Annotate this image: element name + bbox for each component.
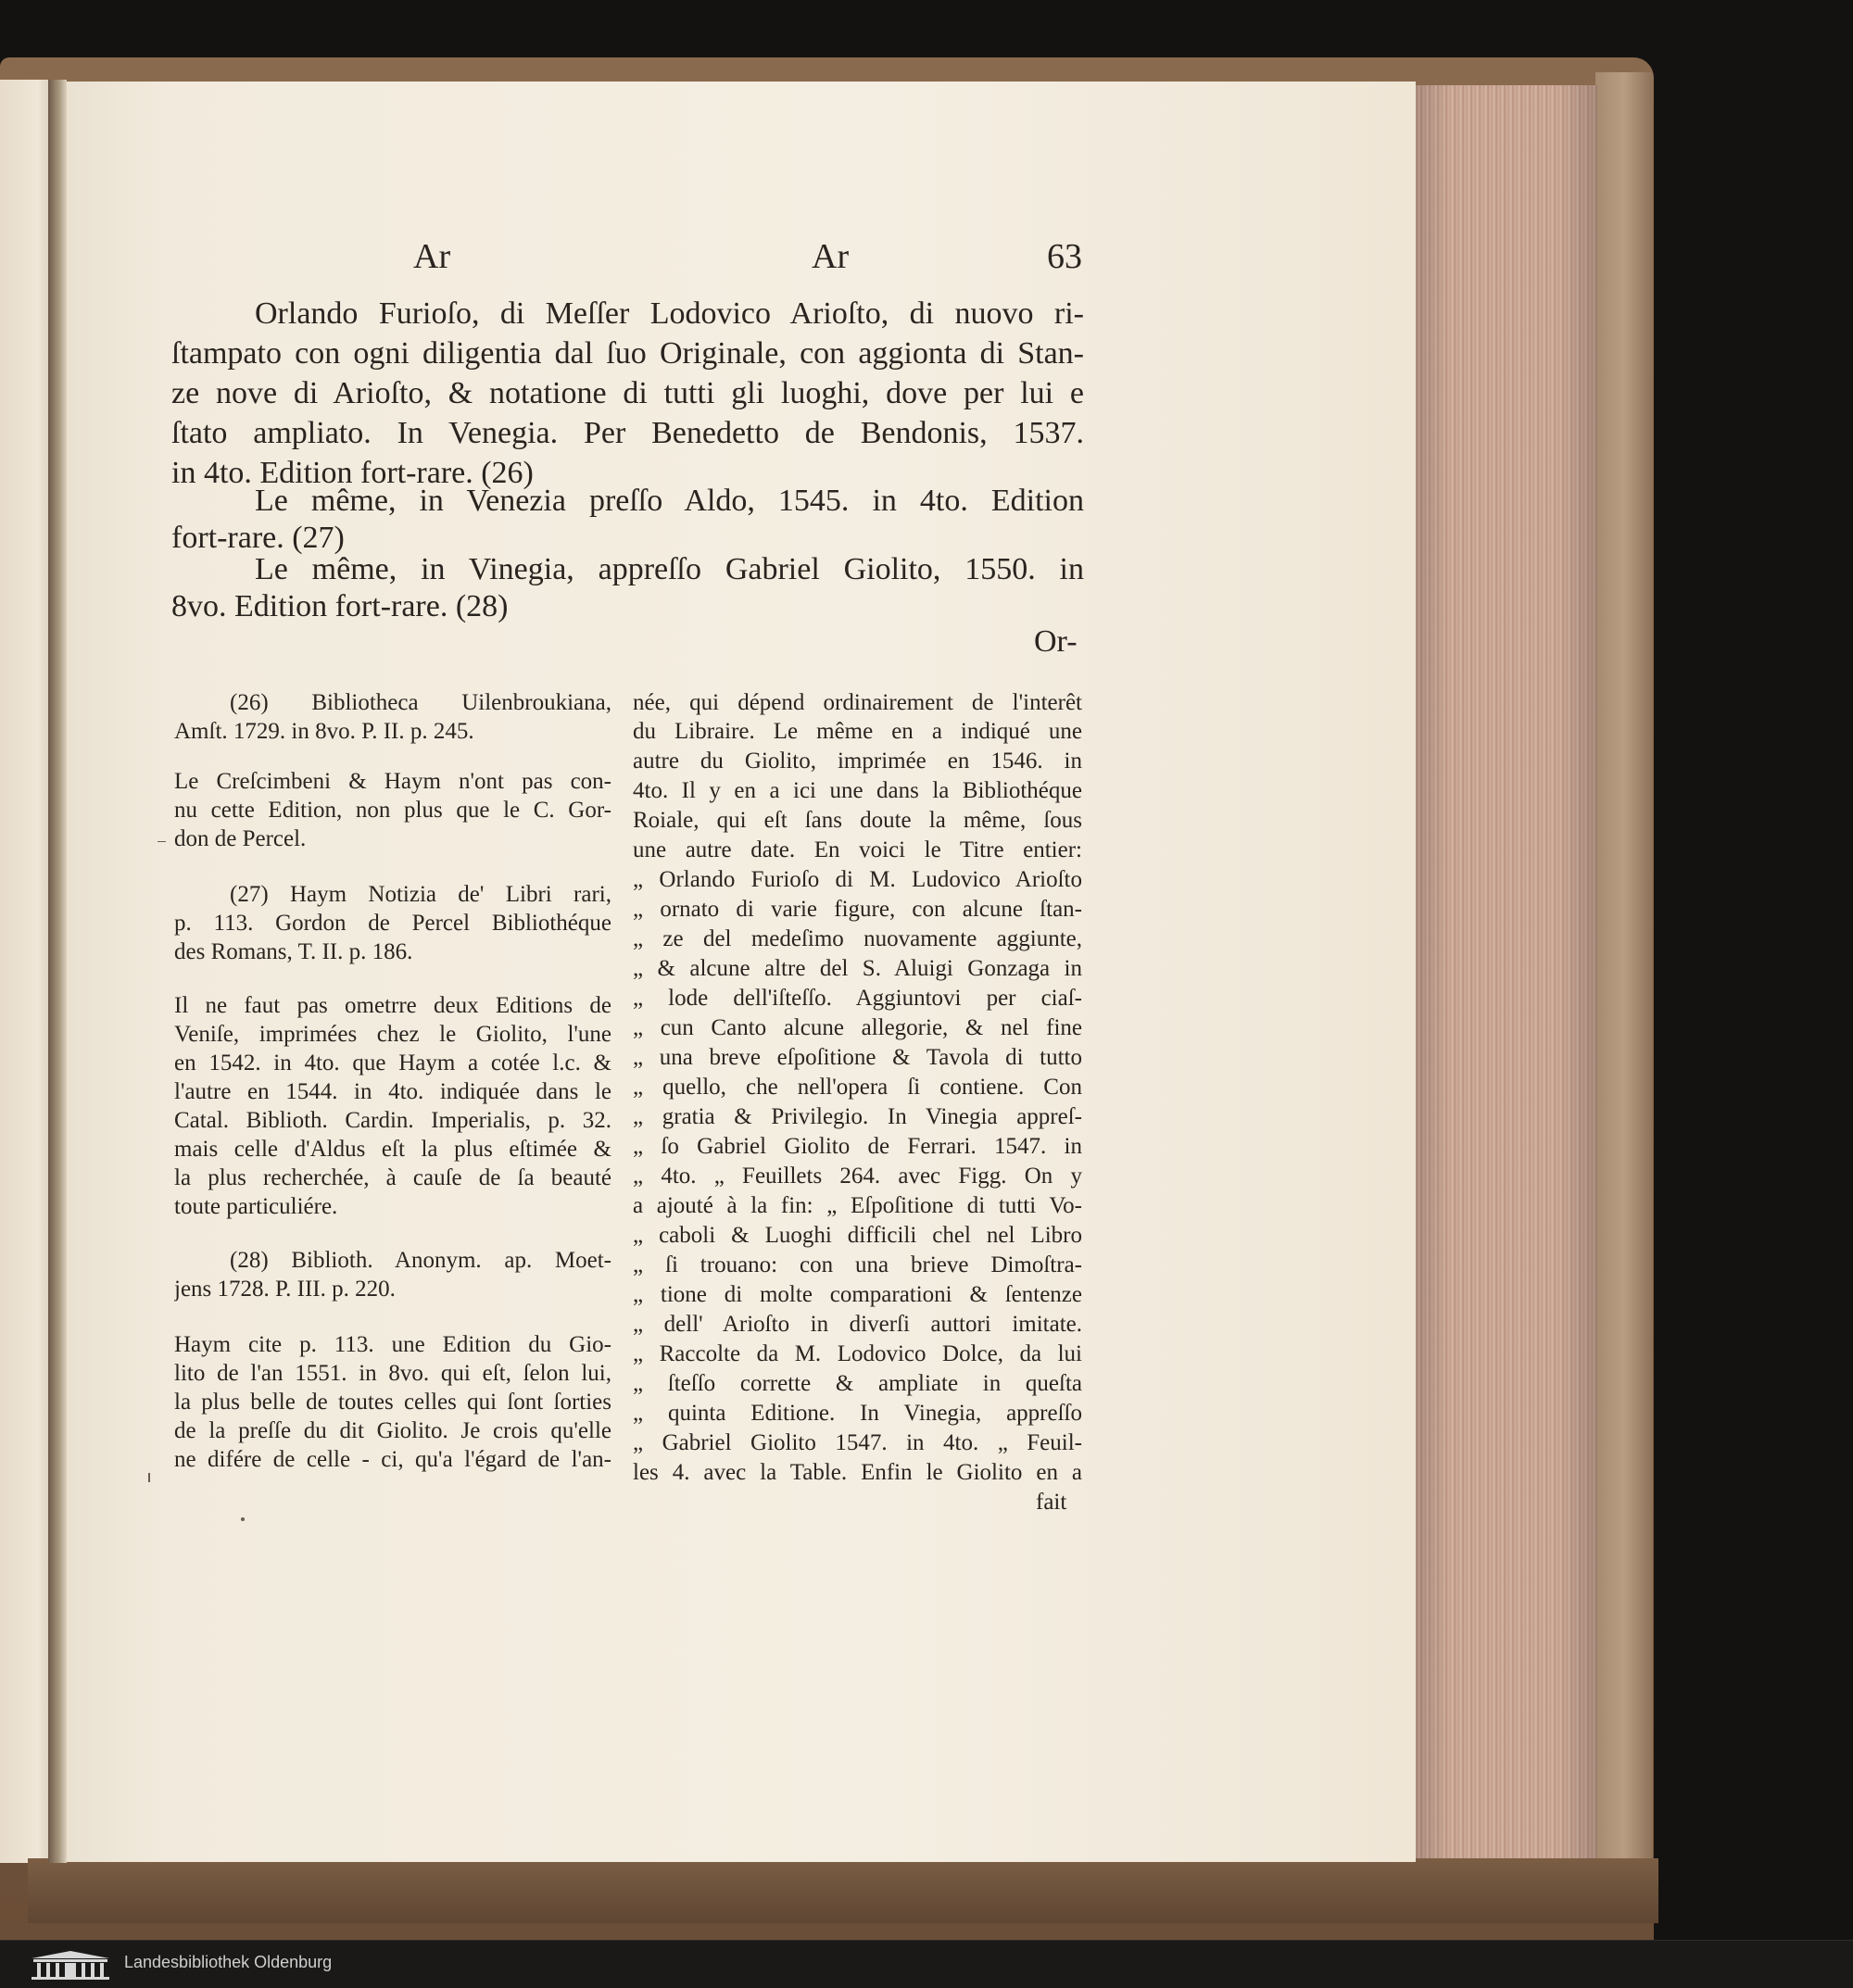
footnote-line: Le Creſcimbeni & Haym n'ont pas con-	[174, 769, 611, 794]
footnote-line: née, qui dépend ordinairement de l'interêt	[633, 690, 1082, 715]
footnote-line: „ ſi trouano: con una brieve Dimoſtra-	[633, 1252, 1082, 1277]
footnote-line: Catal. Biblioth. Cardin. Imperialis, p. 32.	[174, 1108, 611, 1133]
footnote-line: p. 113. Gordon de Percel Bibliothéque	[174, 911, 611, 936]
footnote-line: „ Raccolte da M. Lodovico Dolce, da lui	[633, 1341, 1082, 1366]
footnote-line: „ una breve eſpoſitione & Tavola di tutto	[633, 1045, 1082, 1070]
footnote-line: a ajouté à la fin: „ Eſpoſitione di tutti Vo-	[633, 1193, 1082, 1218]
footnote-line: fait	[1036, 1490, 1067, 1515]
running-head-center: Ar	[812, 237, 850, 276]
footnote-line: (26) Bibliotheca Uilenbroukiana,	[230, 690, 611, 715]
main-line: ſtampato con ogni diligentia dal ſuo Originale, con aggionta di Stan-	[171, 336, 1084, 371]
main-line: ſtato ampliato. In Venegia. Per Benedetto de Bendonis, 1537.	[171, 416, 1084, 450]
footnote-line: „ quinta Editione. In Vinegia, appreſſo	[633, 1401, 1082, 1426]
footnote-line: la plus recherchée, à cauſe de ſa beauté	[174, 1165, 611, 1190]
footnote-line: jens 1728. P. III. p. 220.	[174, 1277, 396, 1302]
footnote-line: „ ſo Gabriel Giolito de Ferrari. 1547. in	[633, 1134, 1082, 1159]
footnote-line: ne difére de celle - ci, qu'a l'égard de l'an-	[174, 1447, 611, 1472]
main-line: Orlando Furioſo, di Meſſer Lodovico Arioſto, di nuovo ri-	[255, 296, 1084, 331]
footnote-line: les 4. avec la Table. Enfin le Giolito en a	[633, 1460, 1082, 1485]
left-page-edge	[0, 80, 54, 1863]
footnote-line: don de Percel.	[174, 826, 307, 851]
footnote-line: nu cette Edition, non plus que le C. Gor-	[174, 798, 611, 823]
main-line: ze nove di Arioſto, & notatione di tutti gli luoghi, dove per lui e	[171, 376, 1084, 410]
footnote-line: „ dell' Arioſto in diverſi auttori imitate.	[633, 1312, 1082, 1337]
footnote-line: de la preſſe du dit Giolito. Je crois qu'elle	[174, 1418, 611, 1443]
library-name: Landesbibliothek Oldenburg	[124, 1953, 333, 1971]
footnote-line: „ ſteſſo corrette & ampliate in queſta	[633, 1371, 1082, 1396]
footnote-line: (27) Haym Notizia de' Libri rari,	[230, 882, 611, 907]
main-line: 8vo. Edition fort-rare. (28)	[171, 589, 509, 623]
footnote-line: en 1542. in 4to. que Haym a cotée l.c. &	[174, 1051, 611, 1076]
footnote-line: „ lode dell'iſteſſo. Aggiuntovi per ciaſ-	[633, 986, 1082, 1011]
running-head-left: Ar	[413, 237, 451, 276]
back-board	[1595, 72, 1653, 1863]
footnote-line: Il ne faut pas ometrre deux Editions de	[174, 993, 611, 1018]
footnote-line: mais celle d'Aldus eſt la plus eſtimée &	[174, 1137, 611, 1162]
footnote-line: une autre date. En voici le Titre entier:	[633, 837, 1082, 862]
footnote-line: „ tione di molte comparationi & ſentenze	[633, 1282, 1082, 1307]
main-line: in 4to. Edition fort-rare. (26)	[171, 456, 534, 490]
footnote-line: (28) Biblioth. Anonym. ap. Moet-	[230, 1248, 611, 1273]
footnote-line: la plus belle de toutes celles qui ſont ſorties	[174, 1390, 611, 1415]
footnote-line: „ quello, che nell'opera ſi contiene. Con	[633, 1075, 1082, 1100]
footnote-line: „ caboli & Luoghi difficili chel nel Libro	[633, 1223, 1082, 1248]
footnote-line: „ ornato di varie figure, con alcune ſtan-	[633, 897, 1082, 922]
footnote-line: du Libraire. Le même en a indiqué une	[633, 719, 1082, 744]
page-number: 63	[1047, 237, 1082, 276]
catchword: Or-	[1034, 624, 1078, 659]
footnote-line: des Romans, T. II. p. 186.	[174, 939, 413, 964]
footnote-line: autre du Giolito, imprimée en 1546. in	[633, 749, 1082, 774]
footnote-line: „ ze del medeſimo nuovamente aggiunte,	[633, 926, 1082, 951]
cover-bottom	[28, 1858, 1658, 1923]
gutter	[48, 80, 67, 1863]
footnote-line: Haym cite p. 113. une Edition du Gio-	[174, 1332, 611, 1357]
main-line: Le même, in Venezia preſſo Aldo, 1545. in 4to. Edition	[255, 484, 1084, 518]
footer-bar	[0, 1940, 1853, 1988]
footnote-line: „ gratia & Privilegio. In Vinegia appreſ-	[633, 1104, 1082, 1129]
library-building-icon	[28, 1949, 113, 1981]
footnote-line: 4to. Il y en a ici une dans la Bibliothéque	[633, 778, 1082, 803]
footnote-line: „ cun Canto alcune allegorie, & nel fine	[633, 1015, 1082, 1040]
footnote-line: lito de l'an 1551. in 8vo. qui eſt, ſelon lui,	[174, 1361, 611, 1386]
footnote-line: Roiale, qui eſt ſans doute la même, ſous	[633, 808, 1082, 833]
footnote-line: „ Gabriel Giolito 1547. in 4to. „ Feuil-	[633, 1430, 1082, 1455]
footnote-line: „ 4to. „ Feuillets 264. avec Figg. On y	[633, 1164, 1082, 1189]
footnote-line: Amſt. 1729. in 8vo. P. II. p. 245.	[174, 719, 474, 744]
main-line: fort-rare. (27)	[171, 521, 345, 555]
main-line: Le même, in Vinegia, appreſſo Gabriel Giolito, 1550. in	[255, 552, 1084, 586]
footnote-line: „ & alcune altre del S. Aluigi Gonzaga in	[633, 956, 1082, 981]
footnote-line: Veniſe, imprimées chez le Giolito, l'une	[174, 1022, 611, 1047]
footnote-line: toute particuliére.	[174, 1194, 338, 1219]
footnote-line: „ Orlando Furioſo di M. Ludovico Arioſto	[633, 867, 1082, 892]
footnote-line: l'autre en 1544. in 4to. indiquée dans le	[174, 1079, 611, 1104]
